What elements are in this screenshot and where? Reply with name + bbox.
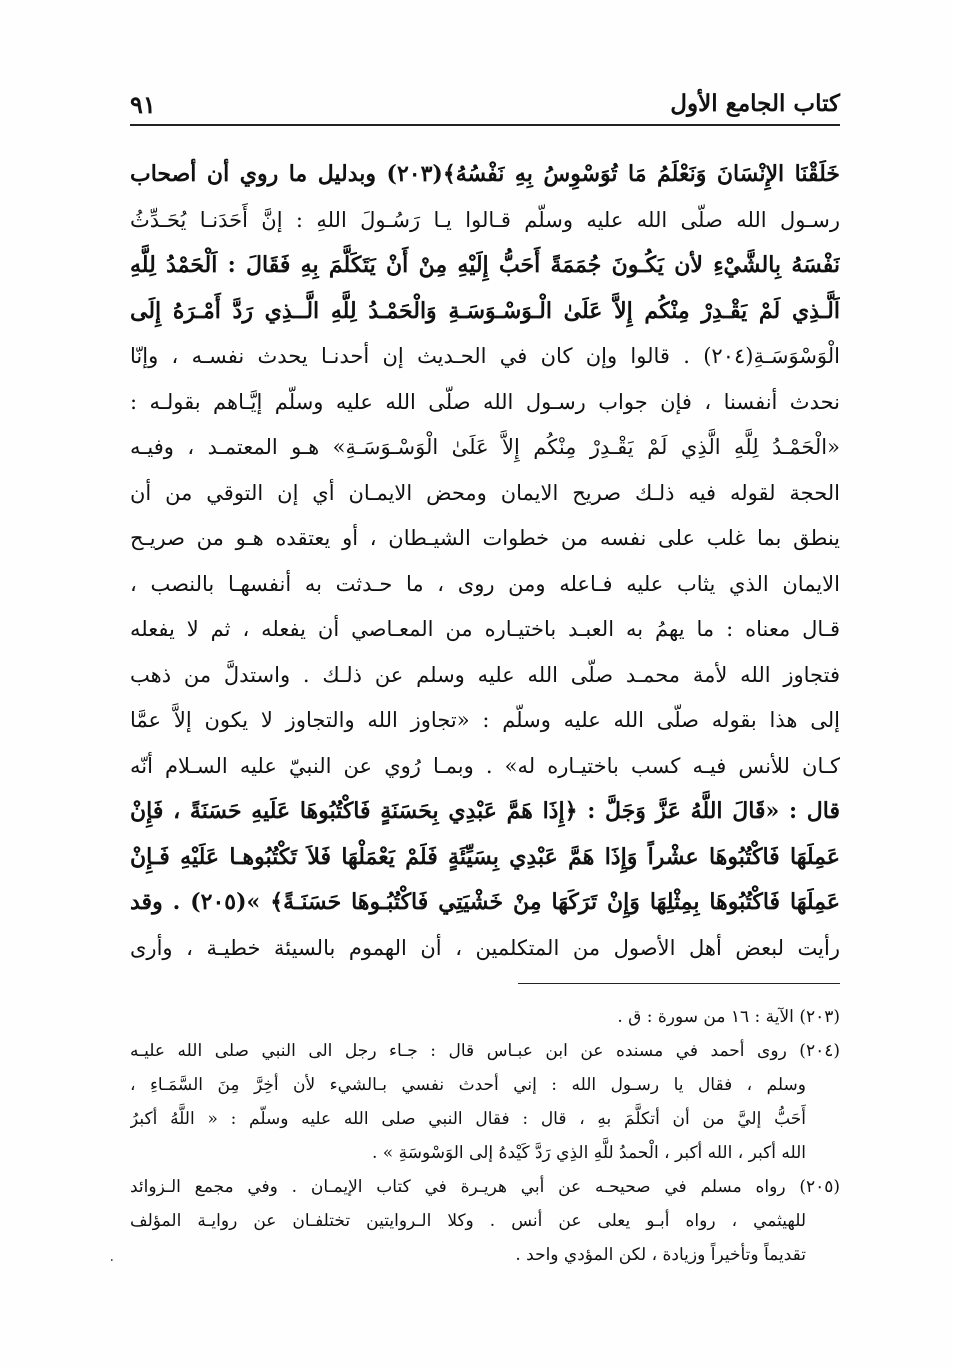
text-line: نَفْسَهُ بِالشَّيْءِ لأن يَكُـونَ جُمَمَةً أَحَبُّ إِلَيْهِ مِنْ أَنْ يَتَكَلَّمَ بِهِ فَقَالَ : اَلْحَمْدُ لِلَّهِ <box>130 252 840 278</box>
text-line: عَمِلَهَا فَاكْتُبُوهَا بِمِثْلِهَا وَإِنْ تَرَكَهَا مِنْ خَشْيَتِي فَاكْتُبُـوهَا حَسَنَـةً﴾ »(٢٠٥) . وقد <box>130 889 840 915</box>
text-line: فتجاوز الله لأمة محمـد صلّى الله عليه وسلم عن ذلـك . واستدلَّ من ذهب <box>130 662 840 687</box>
text-line: نحدث أنفسنا ، فإن جواب رسـول الله صلّى الله عليه وسلّم إيَّـاهم بقولـه : <box>130 389 840 414</box>
footnote-line: (٢٠٤) روى أحمد في مسنده عن ابن عبـاس قال : جـاء رجل الى النبي صلى الله عليـه <box>130 1041 840 1061</box>
text-line: الايمان الذي يثاب عليه فـاعله ومن روى ، ما حـدثت به أنفسهـا بالنصب ، <box>130 571 840 596</box>
running-header <box>130 86 840 128</box>
text-line: «الْحَمْـدُ لِلَّهِ الَّذِي لَمْ يَقْـدِرْ مِنْكُم إِلاَّ عَلَىٰ الْوَسْـوَسَـةِ» هـو المعتمـد ، وفيـه <box>130 435 840 459</box>
footnote-line: وسلم ، فقال يا رسـول الله : إني أحدث نفسي بـالشيء لأن أخِرَّ مِنَ السَّمَـاءِ ، <box>130 1075 806 1095</box>
text-line: خَلَقْنَا الإِنْسَانَ وَنَعْلَمُ مَا تُوَسْوِسُ بِهِ نَفْسُهُ﴾(٢٠٣) وبدليل ما روي أن أصحاب <box>130 161 840 187</box>
page-number: ٩١ <box>130 90 156 119</box>
text-line: اَلَّـذِي لَمْ يَقْـدِرْ مِنْكُم إِلاَّ عَلَىٰ الْـوَسْـوَسَـةِ وَالْحَمْـدُ لِلَّهِ الَّــذِي رَدَّ أَمْـرَهُ إِلَى <box>130 297 840 324</box>
text-line: رسـول الله صلّى الله عليه وسلّم قـالوا يـا رَسُـولَ اللهِ : إنَّ أَحَدَنـا يُحَـدِّثُ <box>130 207 840 232</box>
main-text <box>130 152 840 971</box>
text-line: عَمِلَهَا فَاكْتُبُوهَا عشْراً وَإِذَا هَمَّ عَبْدِي بِسَيِّئَةٍ فَلَمْ يَعْمَلْهَا فَلاَ تَكْتُبُوهـا عَلَيْهِ فَـإِنْ <box>130 843 840 870</box>
text-line: قال : «قَالَ اللَّهُ عَزَّ وَجَلَّ : ﴿إِذَا هَمَّ عَبْدِي بِحَسَنَةٍ فَاكْتُبُوهَا عَلَيهِ حَسَنَةً ، فَإِنْ <box>130 798 840 824</box>
chapter-title: كتاب الجامع الأول <box>670 90 840 117</box>
footnote-line: تقديماً وتأخيراً وزيادة ، لكن المؤدي واحد . <box>515 1245 806 1265</box>
footnote-line: (٢٠٥) رواه مسلم في صحيحـه عن أبي هريـرة في كتاب الإيمـان . وفي مجمع الـزوائد <box>130 1177 840 1197</box>
footnote-line: (٢٠٣) الآية : ١٦ من سورة : ق . <box>617 1007 840 1027</box>
footnotes <box>130 1000 840 1272</box>
footnote-line: أَحَبُّ إليَّ من أن أتكلَّمَ بهِ ، قال : فقال النبي صلى الله عليه وسلّم : « اللَّهُ أكبرُ <box>130 1109 806 1129</box>
text-line: قـال معناه : ما يهمُ به العبـد باختيـاره من المعـاصي أن يفعله ، ثم لا يفعله <box>130 617 840 641</box>
header-divider <box>130 124 840 126</box>
footnote-divider <box>518 983 840 984</box>
text-line: إلى هذا بقوله صلّى الله عليه وسلّم : «تجاوز الله والتجاوز لا يكون إلاَّ عمَّا <box>130 708 840 732</box>
footnote-line: الله أكبر ، الله أكبر ، الْحمدُ للَّهِ الذِي رَدَّ كَيْدهُ إلى الوَسْوسَةِ » . <box>371 1143 806 1163</box>
margin-mark: ٠ <box>108 1252 116 1268</box>
text-line: كـان للأنس فيـه كسب باختيـاره له» . وبمـا رُوي عن النبيّ عليه السـلام أنّه <box>130 753 840 778</box>
footnote-line: للهيثمي ، رواه أبـو يعلى عن أنس . وكلا الـروايتين تختلفـان عن روايـة المؤلف <box>130 1211 806 1231</box>
text-line: الْوَسْوَسَـةِ(٢٠٤) . قالوا وإن كان في الحـديث إن أحدنـا يحدث نفسـه ، وإنّا <box>130 344 840 368</box>
text-line: رأيت لبعض أهل الأصول من المتكلمين ، أن الهموم بالسيئة خطيـة ، وأرى <box>130 935 840 960</box>
text-line: ينطق بما غلب على نفسه من خطوات الشيـطان ، أو يعتقده هـو من صريـح <box>130 526 840 550</box>
text-line: الحجة لقوله فيه ذلـك صريح الايمان ومحض الايمـان أي إن التوقي من أن <box>130 480 840 505</box>
